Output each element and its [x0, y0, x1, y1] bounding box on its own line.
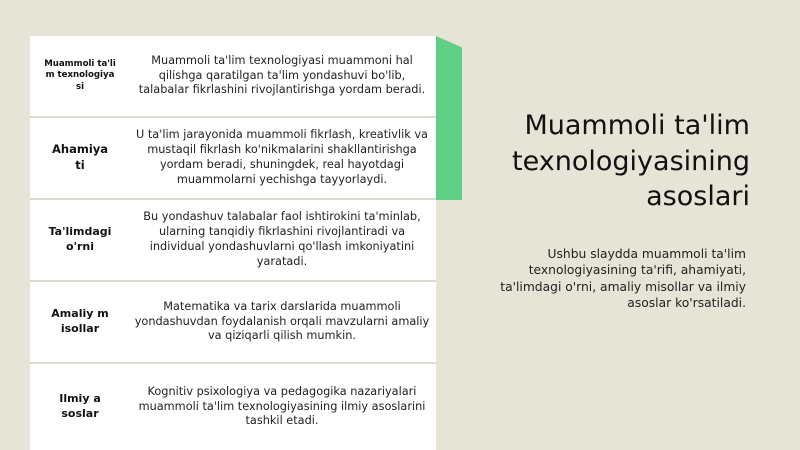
table-row	[30, 282, 436, 364]
slide-subtitle: Ushbu slaydda muammoli ta'lim texnologiyasining ta'rifi, ahamiyati, ta'limdagi o'rni, amaliy misollar va ilmiy asoslar ko'rsatiladi.	[500, 247, 746, 311]
row-description: U ta'lim jarayonida muammoli fikrlash, kreativlik va mustaqil fikrlash ko'nikmalarini shakllantirishga yordam beradi, shuningdek, real hayotdagi muammolarni yechishga tayyorlaydi.	[136, 128, 428, 186]
table-row	[30, 200, 436, 282]
table-row	[30, 118, 436, 200]
row-label: Ilmiy asoslar	[59, 392, 101, 420]
accent-tab	[436, 36, 462, 200]
row-description: Bu yondashuv talabalar faol ishtirokini ta'minlab, ularning tanqidiy fikrlashini rivojlantiradi va individual yondashuvlarni qo'llash imkoniyatini yaratadi.	[143, 210, 421, 268]
row-description: Matematika va tarix darslarida muammoli yondashuvdan foydalanish orqali mavzularni amaliy va qiziqarli qilish mumkin.	[134, 299, 430, 343]
row-label: Muammoli ta'lim texnologiyasi	[44, 58, 116, 92]
info-table	[30, 36, 436, 450]
row-label: Amaliy misollar	[51, 307, 109, 335]
table-row	[30, 36, 436, 118]
row-label: Ta'limdagi o'rni	[48, 225, 112, 253]
row-description: Muammoli ta'lim texnologiyasi muammoni hal qilishga qaratilgan ta'lim yondashuvi bo'lib, talabalar fikrlashini rivojlantirishga yordam beradi.	[138, 53, 426, 97]
row-label: Ahamiyati	[51, 142, 109, 172]
table-row	[30, 364, 436, 450]
row-description: Kognitiv psixologiya va pedagogika nazariyalari muammoli ta'lim texnologiyasining ilmiy asoslarini tashkil etadi.	[138, 384, 426, 428]
slide-title: Muammoli ta'lim texnologiyasining asoslari	[512, 110, 750, 213]
